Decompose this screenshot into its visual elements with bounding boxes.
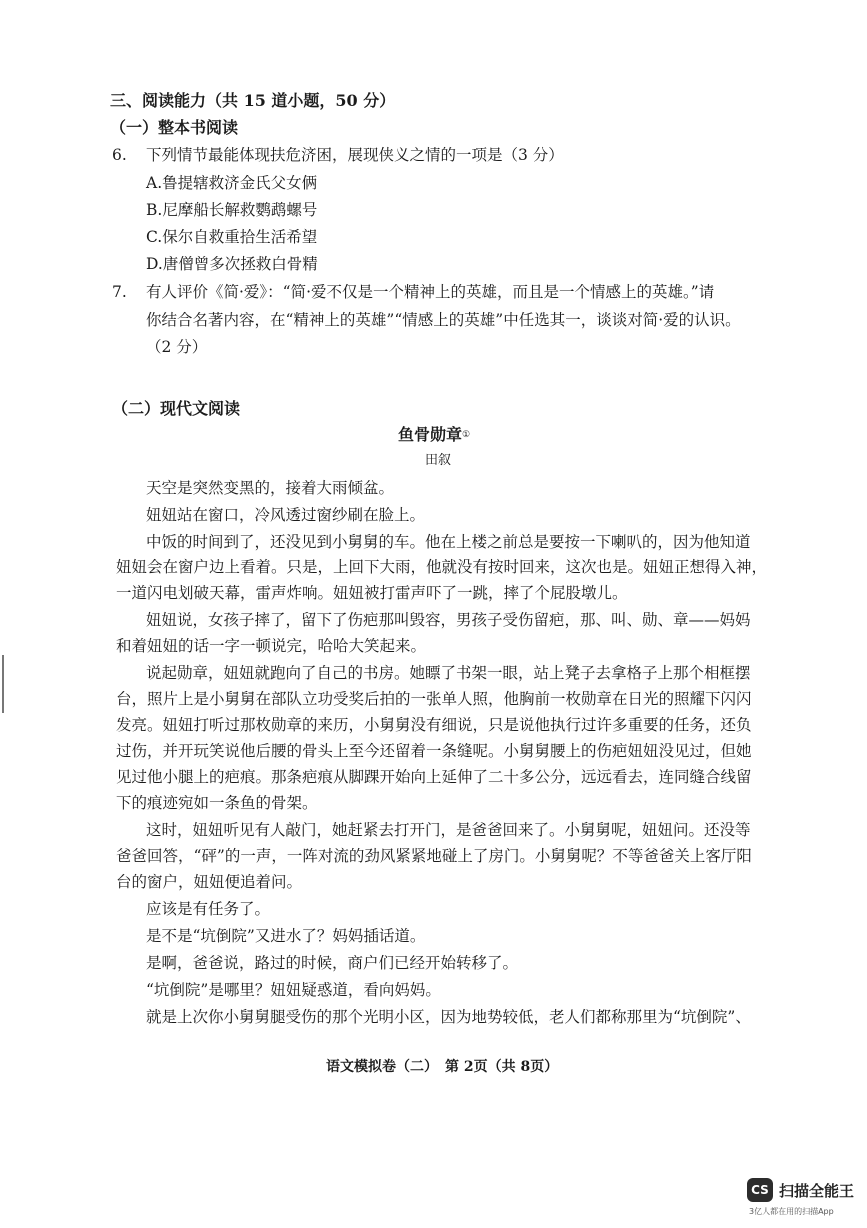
article-line: 是啊，爸爸说，路过的时候，商户们已经开始转移了。: [146, 954, 519, 972]
article-line: 这时，妞妞听见有人敲门，她赶紧去打开门，是爸爸回来了。小舅舅呢，妞妞问。还没等: [146, 821, 751, 839]
article-line: 一道闪电划破天幕，雷声炸响。妞妞被打雷声吓了一跳，摔了个屁股墩儿。: [116, 584, 628, 602]
question-6-option-d: D.唐僧曾多次拯救白骨精: [146, 255, 318, 273]
article-line: 爸爸回答，“砰”的一声，一阵对流的劲风紧紧地碰上了房门。小舅舅呢？不等爸爸关上客厅阳: [116, 847, 752, 865]
article-line: 下的痕迹宛如一条鱼的骨架。: [116, 794, 318, 812]
article-title-footnote: ①: [462, 430, 471, 440]
question-6-option-b: B.尼摩船长解救鹦鹉螺号: [146, 201, 318, 219]
article-line: 发亮。妞妞打听过那枚勋章的来历，小舅舅没有细说，只是说他执行过许多重要的任务，还负: [116, 716, 752, 734]
article-line: 中饭的时间到了，还没见到小舅舅的车。他在上楼之前总是要按一下喇叭的，因为他知道: [146, 533, 751, 551]
article-line: 说起勋章，妞妞就跑向了自己的书房。她瞟了书架一眼，站上凳子去拿格子上那个相框摆: [146, 664, 751, 682]
article-line: 过伤，并开玩笑说他后腰的骨头上至今还留着一条缝呢。小舅舅腰上的伤疤妞妞没见过，但她: [116, 742, 752, 760]
article-line: 和着妞妞的话一字一顿说完，哈哈大笑起来。: [116, 637, 427, 655]
article-line: 妞妞站在窗口，冷风透过窗纱刷在脸上。: [146, 506, 426, 524]
article-line: 天空是突然变黑的，接着大雨倾盆。: [146, 479, 395, 497]
question-6-option-a: A.鲁提辖救济金氏父女俩: [146, 174, 318, 192]
article-author: 田叙: [425, 453, 452, 468]
article-title: [398, 425, 470, 445]
article-title-text: 鱼骨勋章: [398, 425, 463, 444]
article-line: “坑倒院”是哪里？妞妞疑惑道，看向妈妈。: [146, 981, 441, 999]
article-line: 台的窗户，妞妞便追着问。: [116, 873, 303, 891]
part-one-heading: （一）整本书阅读: [110, 118, 239, 137]
article-line: 妞妞会在窗户边上看着。只是，上回下大雨，他就没有按时回来，这次也是。妞妞正想得入神，: [116, 558, 768, 576]
page-footer: 语文模拟卷（二） 第 2页（共 8页）: [326, 1059, 559, 1075]
scanner-logo-name: 扫描全能王: [779, 1182, 855, 1200]
section-heading: 三、阅读能力（共 15 道小题，50 分）: [110, 91, 396, 110]
article-line: 见过他小腿上的疤痕。那条疤痕从脚踝开始向上延伸了二十多公分，远远看去，连同缝合线留: [116, 768, 752, 786]
camscanner-icon: CS: [747, 1178, 773, 1202]
question-6-option-c: C.保尔自救重拾生活希望: [146, 228, 318, 246]
scanner-logo: [747, 1178, 859, 1222]
question-6-number: 6.: [112, 146, 127, 164]
article-line: 妞妞说，女孩子摔了，留下了伤疤那叫毁容，男孩子受伤留疤，那、叫、勋、章——妈妈: [146, 611, 751, 629]
question-7-line-1: 有人评价《简·爱》：“简·爱不仅是一个精神上的英雄，而且是一个情感上的英雄。”请: [146, 283, 715, 301]
scanner-logo-tagline: 3亿人都在用的扫描App: [749, 1207, 834, 1216]
article-line: 台，照片上是小舅舅在部队立功受奖后拍的一张单人照，他胸前一枚勋章在日光的照耀下闪闪: [116, 690, 752, 708]
question-7-line-3: （2 分）: [146, 338, 208, 356]
article-line: 应该是有任务了。: [146, 900, 271, 918]
question-6-stem: 下列情节最能体现扶危济困，展现侠义之情的一项是（3 分）: [146, 146, 564, 164]
part-two-heading: （二）现代文阅读: [112, 399, 241, 418]
article-line: 就是上次你小舅舅腿受伤的那个光明小区，因为地势较低，老人们都称那里为“坑倒院”、: [146, 1008, 751, 1026]
question-7-number: 7.: [112, 283, 127, 301]
article-line: 是不是“坑倒院”又进水了？妈妈插话道。: [146, 927, 426, 945]
scan-edge-mark: [2, 655, 4, 713]
question-7-line-2: 你结合名著内容，在“精神上的英雄”“情感上的英雄”中任选其一，谈谈对简·爱的认识。: [146, 311, 741, 329]
